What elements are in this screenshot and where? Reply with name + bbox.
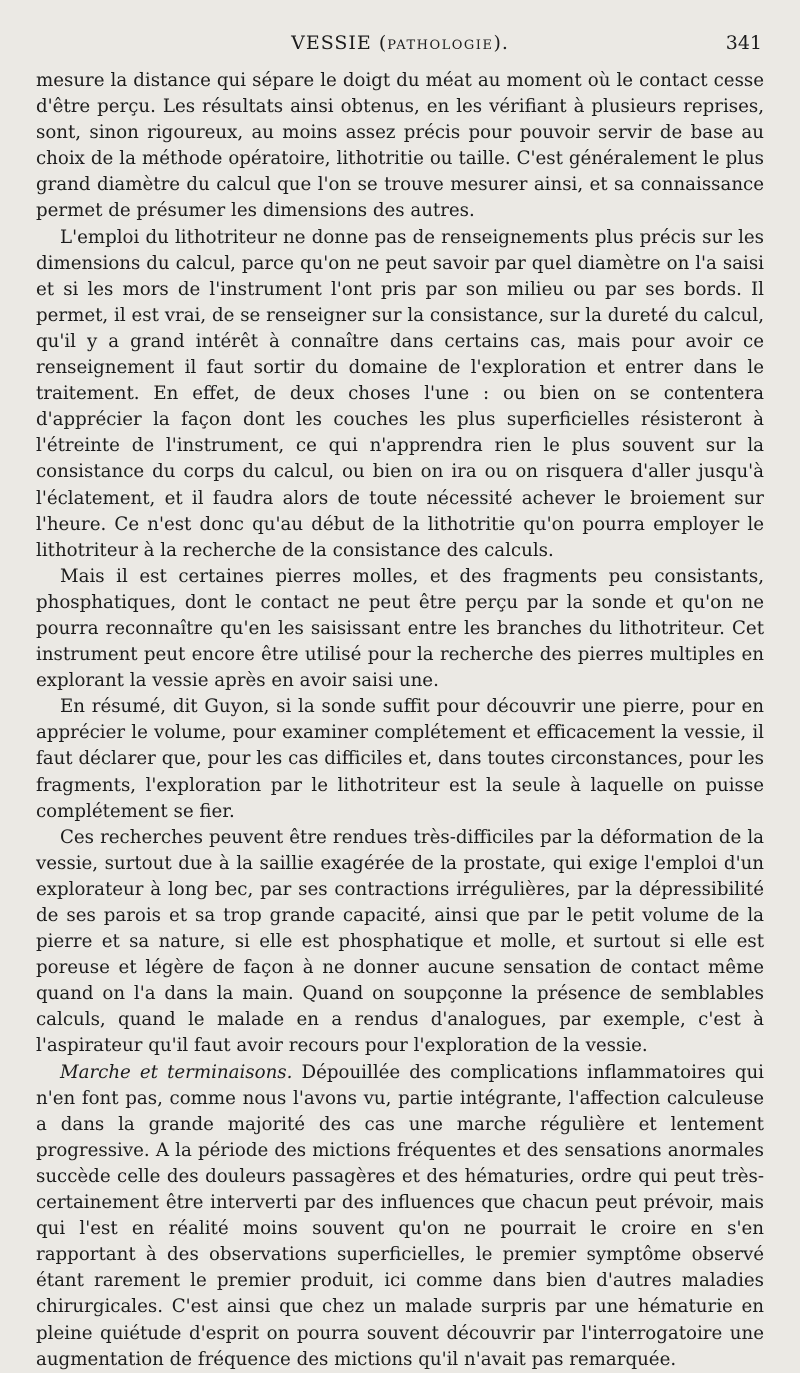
running-title-end: ). <box>493 32 509 54</box>
running-title-main: VESSIE ( <box>291 32 388 54</box>
section-heading: Marche et terminaisons. <box>60 1061 293 1083</box>
running-title <box>36 32 764 54</box>
body-text <box>36 68 764 1373</box>
running-title-sub: PATHOLOGIE <box>387 38 494 53</box>
paragraph-3: Mais il est certaines pierres molles, et des fragments peu consistants, phosphatiques, dont le contact ne peut être perçu par la sonde et qu'on ne pourra reconnaître qu'en les saisissant entre les branches du lithotriteur. Cet instrument peut encore être utilisé pour la recherche des pierres multiples en explorant la vessie après en avoir saisi une. <box>36 565 764 692</box>
paragraph-6 <box>36 1060 764 1373</box>
paragraph-4: En résumé, dit Guyon, si la sonde suffit pour découvrir une pierre, pour en apprécier le volume, pour examiner complétement et efficacement la vessie, il faut déclarer que, pour les cas difficiles et, dans toutes circonstances, pour les fragments, l'exploration par le lithotriteur est la seule à laquelle on puisse complétement se fier. <box>36 696 764 822</box>
running-header <box>36 28 764 68</box>
paragraph-6-text: Dépouillée des complications inflammatoires qui n'en font pas, comme nous l'avons vu, partie intégrante, l'affection calculeuse a dans la grande majorité des cas une marche régulière et lentement progressive. A la période des mictions fréquentes et des sensations anormales succède celle des douleurs passagères et des hématuries, ordre qui peut très-certainement être interverti par des influences que chacun peut prévoir, mais qui l'est en réalité moins souvent qu'on ne pourrait le croire en s'en rapportant à des observations superficielles, le premier symptôme observé étant rarement le premier produit, ici comme dans bien d'autres maladies chirurgicales. C'est ainsi que chez un malade surpris par une hématurie en pleine quiétude d'esprit on pourra souvent découvrir par l'interrogatoire une augmentation de fréquence des mictions qu'il n'avait pas remarquée. <box>36 1061 764 1370</box>
paragraph-5: Ces recherches peuvent être rendues très-difficiles par la déformation de la vessie, surtout due à la saillie exagérée de la prostate, qui exige l'emploi d'un explorateur à long bec, par ses contractions irrégulières, par la dépressibilité de ses parois et sa trop grande capacité, ainsi que par le petit volume de la pierre et sa nature, si elle est phosphatique et molle, et surtout si elle est poreuse et légère de façon à ne donner aucune sensation de contact même quand on l'a dans la main. Quand on soupçonne la présence de semblables calculs, quand le malade en a rendus d'analogues, par exemple, c'est à l'aspirateur qu'il faut avoir recours pour l'exploration de la vessie. <box>36 826 764 1057</box>
paragraph-2: L'emploi du lithotriteur ne donne pas de renseignements plus précis sur les dimensions du calcul, parce qu'on ne peut savoir par quel diamètre on l'a saisi et si les mors de l'instrument l'ont pris par son milieu ou par ses bords. Il permet, il est vrai, de se renseigner sur la consistance, sur la dureté du calcul, qu'il y a grand intérêt à connaître dans certains cas, mais pour avoir ce renseignement il faut sortir du domaine de l'exploration et entrer dans le traitement. En effet, de deux choses l'une : ou bien on se contentera d'apprécier la façon dont les couches les plus superficielles résisteront à l'étreinte de l'instrument, ce qui n'apprendra rien le plus souvent sur la consistance du corps du calcul, ou bien on ira ou on risquera d'aller jusqu'à l'éclatement, et il faudra alors de toute nécessité achever le broiement sur l'heure. Ce n'est donc qu'au début de la lithotritie qu'on pourra employer le lithotriteur à la recherche de la consistance des calculs. <box>36 226 764 561</box>
page-number: 341 <box>725 32 762 54</box>
paragraph-1: mesure la distance qui sépare le doigt du méat au moment où le contact cesse d'être perçu. Les résultats ainsi obtenus, en les vérifiant à plusieurs reprises, sont, sinon rigoureux, au moins assez précis pour pouvoir servir de base au choix de la méthode opératoire, lithotritie ou taille. C'est généralement le plus grand diamètre du calcul que l'on se trouve mesurer ainsi, et sa connaissance permet de présumer les dimensions des autres. <box>36 70 764 222</box>
